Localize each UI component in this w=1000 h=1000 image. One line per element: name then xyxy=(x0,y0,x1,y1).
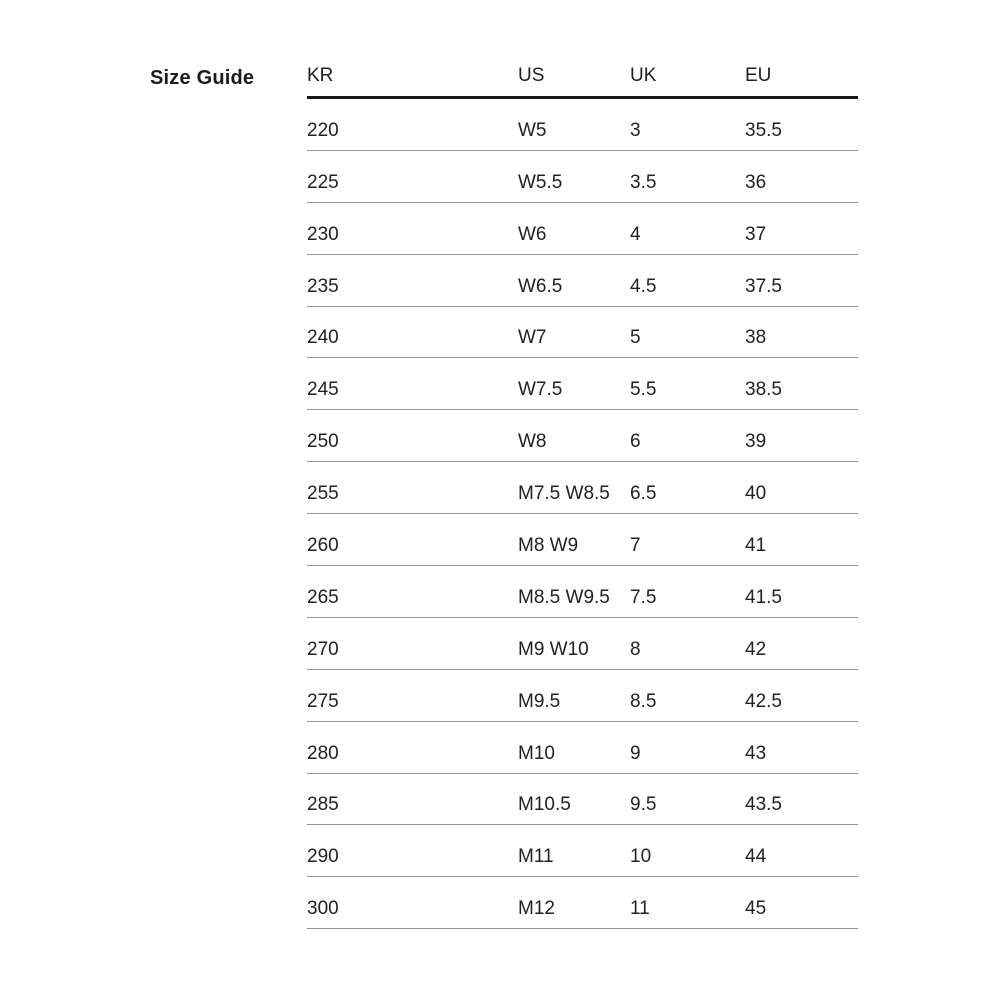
table-row xyxy=(307,151,858,203)
table-cell: 280 xyxy=(307,742,339,764)
table-cell: 38 xyxy=(745,327,767,349)
table-cell: 265 xyxy=(307,586,339,608)
table-row xyxy=(307,774,858,826)
table-cell: W6.5 xyxy=(518,275,563,297)
table-row xyxy=(307,255,858,307)
table-cell: 41.5 xyxy=(745,586,782,608)
table-cell: 40 xyxy=(745,483,767,505)
table-cell: 11 xyxy=(630,898,650,920)
table-cell: 290 xyxy=(307,846,339,868)
table-cell: 240 xyxy=(307,327,339,349)
table-row xyxy=(307,307,858,359)
table-cell: 7.5 xyxy=(630,586,657,608)
table-cell: 36 xyxy=(745,171,767,193)
table-cell: 250 xyxy=(307,431,339,453)
table-cell: 230 xyxy=(307,223,339,245)
size-conversion-table xyxy=(307,65,858,929)
table-row xyxy=(307,618,858,670)
column-header-us: US xyxy=(518,65,545,86)
table-cell: 39 xyxy=(745,431,767,453)
table-row xyxy=(307,203,858,255)
column-header-kr: KR xyxy=(307,65,334,86)
table-cell: M11 xyxy=(518,846,554,868)
column-header-eu: EU xyxy=(745,65,772,86)
table-row xyxy=(307,722,858,774)
table-cell: W7.5 xyxy=(518,379,563,401)
table-cell: 8.5 xyxy=(630,690,657,712)
table-cell: 37.5 xyxy=(745,275,782,297)
table-cell: M9 W10 xyxy=(518,638,589,660)
table-cell: 270 xyxy=(307,638,339,660)
table-header-row xyxy=(307,65,858,99)
table-cell: M10.5 xyxy=(518,794,571,816)
table-cell: 42 xyxy=(745,638,767,660)
table-cell: 300 xyxy=(307,898,339,920)
table-cell: W8 xyxy=(518,431,547,453)
table-cell: 44 xyxy=(745,846,767,868)
table-cell: M8.5 W9.5 xyxy=(518,586,610,608)
table-cell: 4 xyxy=(630,223,641,245)
column-header-uk: UK xyxy=(630,65,657,86)
table-row xyxy=(307,99,858,151)
table-row xyxy=(307,514,858,566)
table-cell: 6.5 xyxy=(630,483,657,505)
table-cell: 285 xyxy=(307,794,339,816)
table-cell: 38.5 xyxy=(745,379,782,401)
page-title: Size Guide xyxy=(150,67,255,89)
table-cell: 41 xyxy=(745,535,767,557)
table-cell: M12 xyxy=(518,898,555,920)
table-cell: 255 xyxy=(307,483,339,505)
table-cell: 35.5 xyxy=(745,119,782,141)
table-cell: 43 xyxy=(745,742,767,764)
table-cell: W7 xyxy=(518,327,547,349)
table-row xyxy=(307,358,858,410)
table-cell: 45 xyxy=(745,898,767,920)
table-cell: 260 xyxy=(307,535,339,557)
table-row xyxy=(307,877,858,929)
table-cell: 7 xyxy=(630,535,641,557)
table-cell: 5.5 xyxy=(630,379,657,401)
table-cell: 225 xyxy=(307,171,339,193)
table-row xyxy=(307,566,858,618)
table-row xyxy=(307,462,858,514)
table-cell: W5 xyxy=(518,119,547,141)
table-cell: 9 xyxy=(630,742,641,764)
table-cell: 9.5 xyxy=(630,794,657,816)
table-cell: 3 xyxy=(630,119,641,141)
table-row xyxy=(307,410,858,462)
table-cell: 10 xyxy=(630,846,652,868)
table-row xyxy=(307,825,858,877)
table-cell: M9.5 xyxy=(518,690,561,712)
table-cell: 6 xyxy=(630,431,641,453)
table-cell: W6 xyxy=(518,223,547,245)
table-cell: M10 xyxy=(518,742,555,764)
table-cell: 42.5 xyxy=(745,690,782,712)
table-cell: 5 xyxy=(630,327,641,349)
table-cell: M7.5 W8.5 xyxy=(518,483,610,505)
table-cell: M8 W9 xyxy=(518,535,579,557)
table-cell: 245 xyxy=(307,379,339,401)
table-body xyxy=(307,99,858,929)
table-cell: 43.5 xyxy=(745,794,782,816)
table-cell: 275 xyxy=(307,690,339,712)
table-cell: 235 xyxy=(307,275,339,297)
table-cell: 220 xyxy=(307,119,339,141)
table-cell: 37 xyxy=(745,223,767,245)
table-row xyxy=(307,670,858,722)
table-cell: W5.5 xyxy=(518,171,563,193)
table-cell: 8 xyxy=(630,638,641,660)
table-cell: 3.5 xyxy=(630,171,657,193)
table-cell: 4.5 xyxy=(630,275,657,297)
